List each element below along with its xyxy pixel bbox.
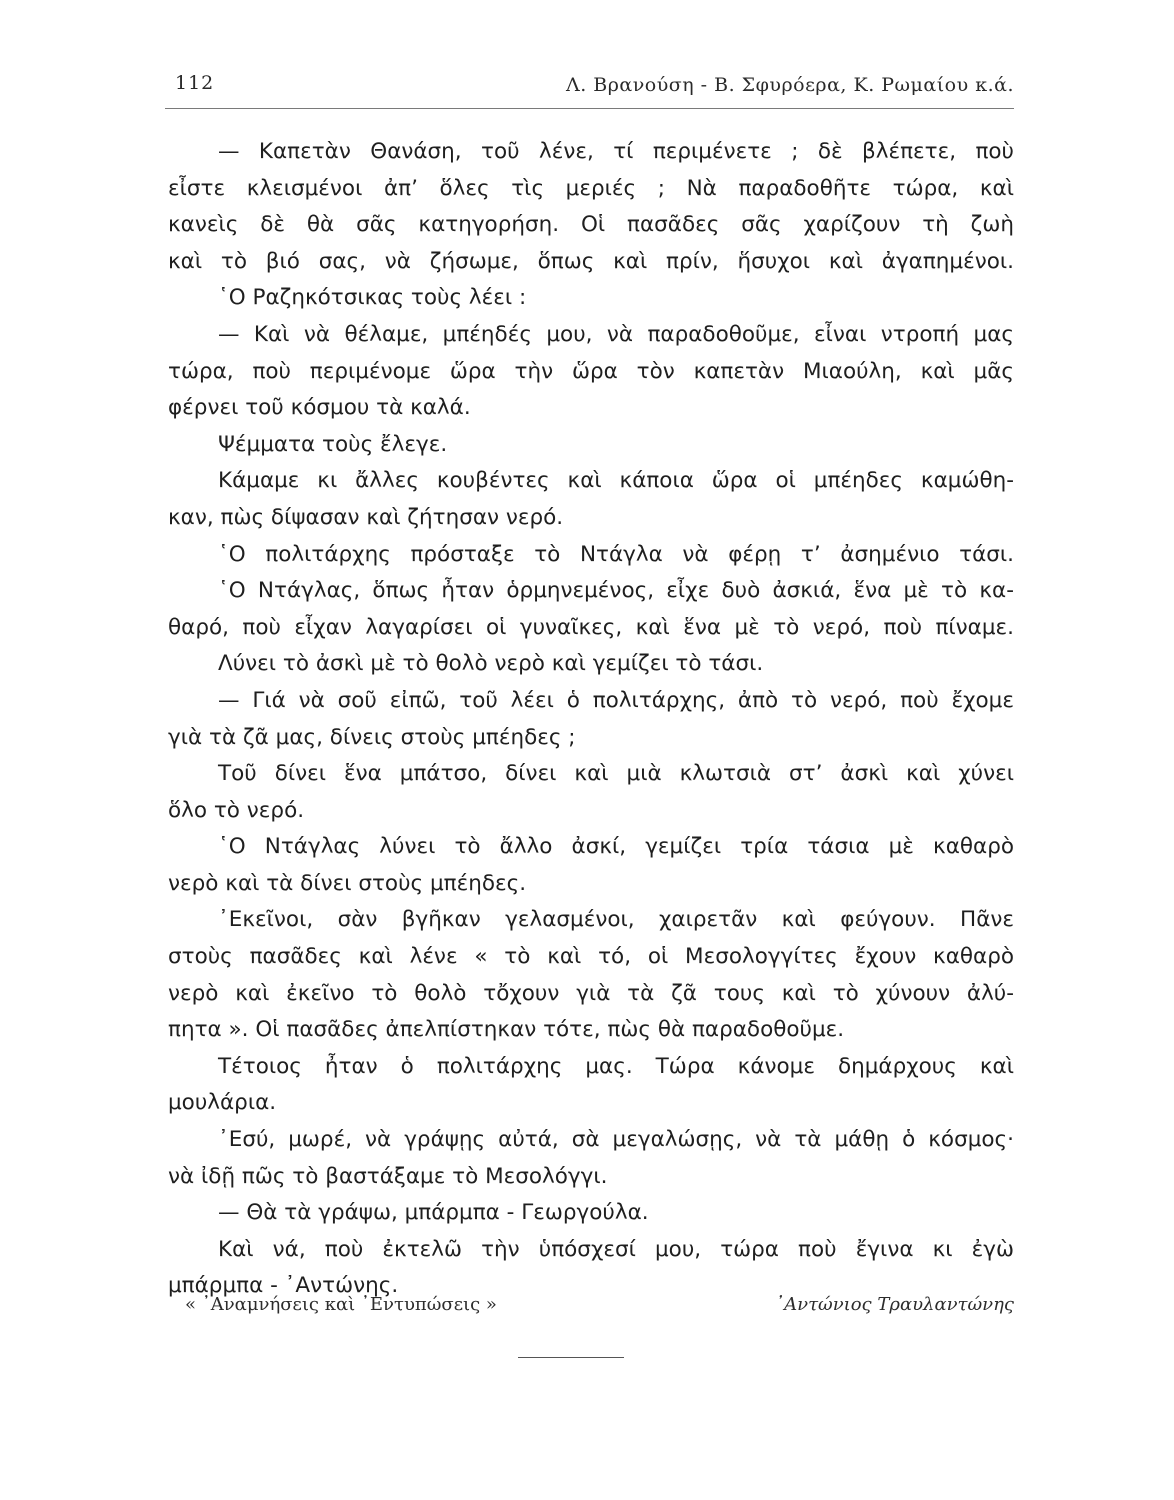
text-line: θαρό, ποὺ εἶχαν λαγαρίσει οἱ γυναῖκες, καὶ ἕνα μὲ τὸ νερό, ποὺ πίναμε. xyxy=(168,614,1014,640)
text-line: Λύνει τὸ ἀσκὶ μὲ τὸ θολὸ νερὸ καὶ γεμίζει τὸ τάσι. xyxy=(218,651,764,677)
text-line: φέρνει τοῦ κόσμου τὰ καλά. xyxy=(168,395,471,421)
text-line: — Γιά νὰ σοῦ εἰπῶ, τοῦ λέει ὁ πολιτάρχης, ἀπὸ τὸ νερό, ποὺ ἔχομε xyxy=(218,687,1014,713)
text-line: — Καὶ νὰ θέλαμε, μπέηδές μου, νὰ παραδοθοῦμε, εἶναι ντροπή μας xyxy=(218,321,1014,347)
end-rule xyxy=(518,1357,624,1358)
text-line: νερὸ καὶ ἐκεῖνο τὸ θολὸ τὄχουν γιὰ τὰ ζᾶ τους καὶ τὸ χύνουν ἀλύ- xyxy=(168,980,1014,1006)
text-line: ῾Ο πολιτάρχης πρόσταξε τὸ Ντάγλα νὰ φέρῃ τ’ ἀσημένιο τάσι. xyxy=(218,541,1014,567)
body-text xyxy=(168,134,1014,1305)
header-rule xyxy=(165,108,1014,109)
text-line: Τοῦ δίνει ἕνα μπάτσο, δίνει καὶ μιὰ κλωτσιὰ στ’ ἀσκὶ καὶ χύνει xyxy=(218,761,1014,787)
text-line: ῾Ο Ντάγλας, ὅπως ἦταν ὁρμηνεμένος, εἶχε δυὸ ἀσκιά, ἕνα μὲ τὸ κα- xyxy=(218,578,1014,604)
text-line: νὰ ἰδῇ πῶς τὸ βαστάξαμε τὸ Μεσολόγγι. xyxy=(168,1163,608,1189)
text-line: ᾽Εκεῖνοι, σὰν βγῆκαν γελασμένοι, χαιρετᾶν καὶ φεύγουν. Πᾶνε xyxy=(218,907,1014,933)
text-line: μπάρμπα - ᾽Αντώνης. xyxy=(168,1273,399,1299)
text-line: ῾Ο Ραζηκότσικας τοὺς λέει : xyxy=(218,285,527,311)
text-line: κανεὶς δὲ θὰ σᾶς κατηγορήση. Οἱ πασᾶδες σᾶς χαρίζουν τὴ ζωὴ xyxy=(168,212,1014,238)
page-number: 112 xyxy=(175,72,215,94)
text-line: Ψέμματα τοὺς ἔλεγε. xyxy=(218,431,448,457)
source-title: « ᾽Αναμνήσεις καὶ ᾽Εντυπώσεις » xyxy=(185,1294,497,1315)
text-line: Καὶ νά, ποὺ ἐκτελῶ τὴν ὑπόσχεσί μου, τώρα ποὺ ἔγινα κι ἐγὼ xyxy=(218,1236,1014,1262)
text-line: στοὺς πασᾶδες καὶ λένε « τὸ καὶ τό, οἱ Μεσολογγίτες ἔχουν καθαρὸ xyxy=(168,944,1014,970)
text-line: μουλάρια. xyxy=(168,1090,277,1116)
text-line: νερὸ καὶ τὰ δίνει στοὺς μπέηδες. xyxy=(168,870,527,896)
text-line: — Θὰ τὰ γράψω, μπάρμπα - Γεωργούλα. xyxy=(218,1200,649,1226)
text-line: — Καπετὰν Θανάση, τοῦ λένε, τί περιμένετε ; δὲ βλέπετε, ποὺ xyxy=(218,139,1014,164)
text-line: τώρα, ποὺ περιμένομε ὥρα τὴν ὥρα τὸν καπετὰν Μιαούλη, καὶ μᾶς xyxy=(168,358,1014,384)
running-head: Λ. Βρανούση - Β. Σφυρόερα, Κ. Ρωμαίου κ.ά. xyxy=(565,74,1014,96)
text-line: καν, πὼς δίψασαν καὶ ζήτησαν νερό. xyxy=(168,504,564,530)
text-line: καὶ τὸ βιό σας, νὰ ζήσωμε, ὅπως καὶ πρίν, ἥσυχοι καὶ ἀγαπημένοι. xyxy=(168,248,1014,274)
author-name: ᾽Αντώνιος Τραυλαντώνης xyxy=(775,1294,1014,1315)
text-line: γιὰ τὰ ζᾶ μας, δίνεις στοὺς μπέηδες ; xyxy=(168,724,576,750)
text-line: ῾Ο Ντάγλας λύνει τὸ ἄλλο ἀσκί, γεμίζει τρία τάσια μὲ καθαρὸ xyxy=(218,834,1014,860)
text-line: ᾽Εσύ, μωρέ, νὰ γράψῃς αὐτά, σὰ μεγαλώσῃς, νὰ τὰ μάθῃ ὁ κόσμος· xyxy=(218,1127,1014,1153)
text-line: Κάμαμε κι ἄλλες κουβέντες καὶ κάποια ὥρα οἱ μπέηδες καμώθη- xyxy=(218,468,1014,494)
text-line: πητα ». Οἱ πασᾶδες ἀπελπίστηκαν τότε, πὼς θὰ παραδοθοῦμε. xyxy=(168,1017,845,1043)
text-line: εἶστε κλεισμένοι ἀπ’ ὅλες τὶς μεριές ; Νὰ παραδοθῆτε τώρα, καὶ xyxy=(168,175,1014,201)
text-line: ὅλο τὸ νερό. xyxy=(168,797,305,823)
page-header xyxy=(170,70,1014,104)
text-line: Τέτοιος ἦταν ὁ πολιτάρχης μας. Τώρα κάνομε δημάρχους καὶ xyxy=(218,1053,1014,1079)
source-attribution xyxy=(185,1290,1014,1320)
